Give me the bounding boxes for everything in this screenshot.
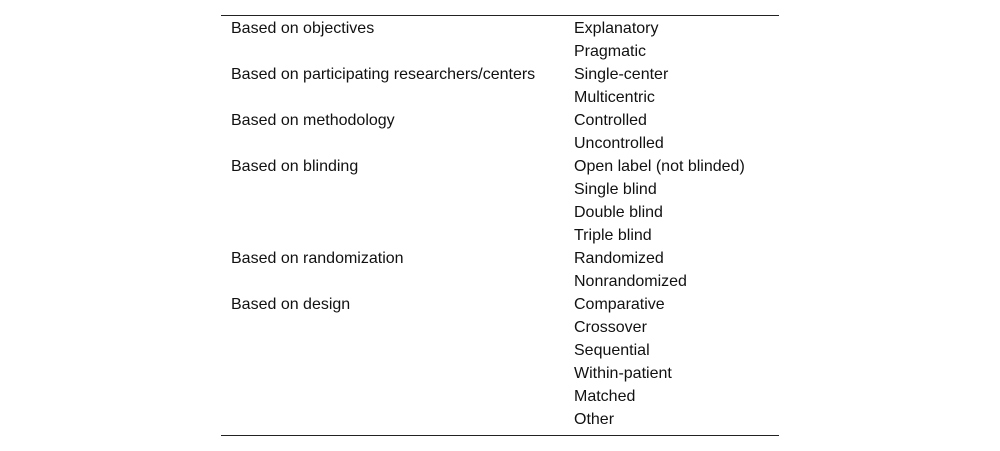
category-cell-empty bbox=[221, 339, 574, 362]
table-row bbox=[221, 316, 779, 339]
table-row bbox=[221, 132, 779, 155]
table-row bbox=[221, 224, 779, 247]
trial-type-label: Controlled bbox=[574, 112, 647, 129]
table-row bbox=[221, 109, 779, 132]
trial-type-label: Single blind bbox=[574, 181, 657, 198]
table-row bbox=[221, 86, 779, 109]
category-cell-empty bbox=[221, 178, 574, 201]
category-label: Based on blinding bbox=[231, 158, 359, 175]
trial-type-label: Single-center bbox=[574, 66, 669, 83]
trial-type-label: Matched bbox=[574, 388, 636, 405]
category-cell-empty bbox=[221, 86, 574, 109]
category-label: Based on participating researchers/centers bbox=[231, 66, 536, 83]
category-cell-empty bbox=[221, 224, 574, 247]
table-row bbox=[221, 17, 779, 40]
trial-type-label: Explanatory bbox=[574, 20, 659, 37]
table-row bbox=[221, 270, 779, 293]
table-row bbox=[221, 63, 779, 86]
trial-type-label: Nonrandomized bbox=[574, 273, 687, 290]
trial-type-label: Uncontrolled bbox=[574, 135, 664, 152]
category-label: Based on objectives bbox=[231, 20, 375, 37]
trial-type-label: Within-patient bbox=[574, 365, 672, 382]
category-label: Based on methodology bbox=[231, 112, 395, 129]
table-row bbox=[221, 40, 779, 63]
table-row bbox=[221, 339, 779, 362]
table-row bbox=[221, 293, 779, 316]
table-row bbox=[221, 408, 779, 431]
category-cell-empty bbox=[221, 316, 574, 339]
category-cell-empty bbox=[221, 40, 574, 63]
category-cell-empty bbox=[221, 362, 574, 385]
trial-type-label: Pragmatic bbox=[574, 43, 647, 60]
category-label: Based on design bbox=[231, 296, 351, 313]
table-row bbox=[221, 201, 779, 224]
category-cell-empty bbox=[221, 201, 574, 224]
table-row bbox=[221, 362, 779, 385]
trial-type-label: Crossover bbox=[574, 319, 647, 336]
table-row bbox=[221, 385, 779, 408]
trial-type-label: Double blind bbox=[574, 204, 663, 221]
table-row bbox=[221, 178, 779, 201]
trial-type-label: Triple blind bbox=[574, 227, 652, 244]
category-cell-empty bbox=[221, 408, 574, 431]
category-cell-empty bbox=[221, 132, 574, 155]
trial-type-label: Other bbox=[574, 411, 615, 428]
trial-type-label: Open label (not blinded) bbox=[574, 158, 745, 175]
table-body bbox=[221, 17, 779, 431]
category-cell-empty bbox=[221, 270, 574, 293]
trial-type-label: Multicentric bbox=[574, 89, 655, 106]
category-cell-empty bbox=[221, 385, 574, 408]
trial-type-label: Comparative bbox=[574, 296, 665, 313]
trial-type-label: Sequential bbox=[574, 342, 650, 359]
table-row bbox=[221, 155, 779, 178]
classification-table bbox=[221, 17, 779, 431]
trial-classification-table bbox=[221, 15, 779, 436]
table-row bbox=[221, 247, 779, 270]
trial-type-label: Randomized bbox=[574, 250, 664, 267]
category-label: Based on randomization bbox=[231, 250, 404, 267]
